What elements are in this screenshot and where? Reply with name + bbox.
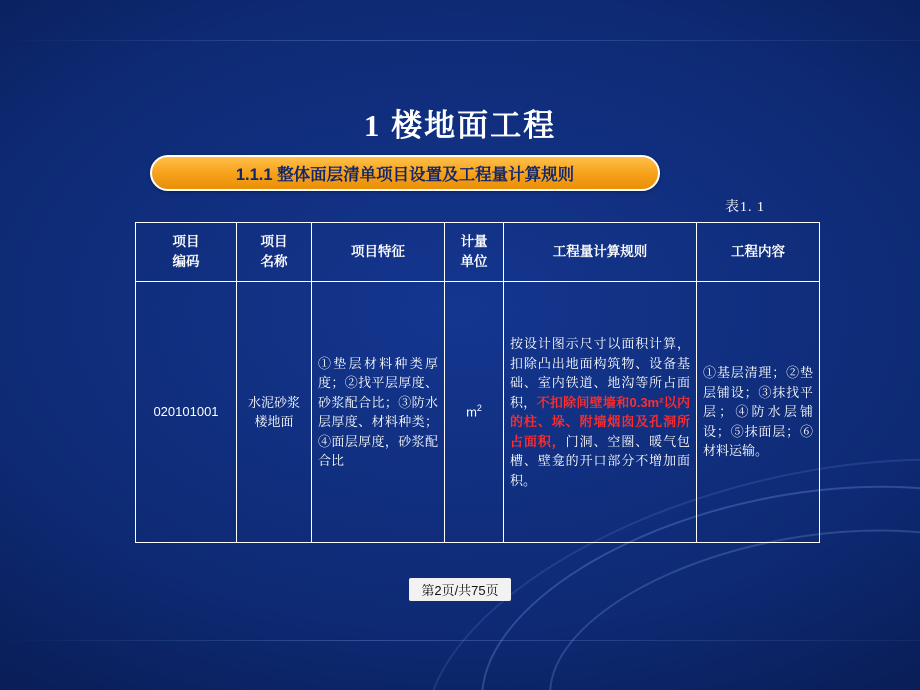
cell-project-name: 水泥砂浆楼地面 bbox=[237, 282, 312, 543]
decorative-line-top bbox=[0, 40, 920, 41]
header-unit bbox=[445, 223, 504, 282]
header-work-content: 工程内容 bbox=[697, 223, 820, 282]
header-project-code-line1: 项目 bbox=[172, 233, 200, 249]
subtitle-container bbox=[150, 155, 660, 191]
header-project-code-line2: 编码 bbox=[172, 254, 200, 269]
section-subtitle: 1.1.1 整体面层清单项目设置及工程量计算规则 bbox=[150, 155, 660, 191]
specification-table bbox=[135, 222, 820, 543]
page-title: 1 楼地面工程 bbox=[363, 108, 557, 143]
rule-text-highlight: 不扣除间壁墙和0.3m²以内的柱、垛、附墙烟囱及孔洞所占面积， bbox=[510, 394, 690, 449]
rule-text-part1: 按设计图示尺寸以面积计算，扣除凸出地面构筑物、设备基础、室内铁道、地沟等所占面积， bbox=[510, 336, 690, 410]
cell-unit bbox=[445, 282, 504, 543]
table-header-row bbox=[136, 223, 820, 282]
rule-text-part2: 门洞、空圈、暖气包槽、壁龛的开口部分不增加面积。 bbox=[510, 433, 690, 488]
cell-project-feature: ①垫层材料种类厚度；②找平层厚度、砂浆配合比；③防水层厚度、材料种类；④面层厚度，砂浆配合比 bbox=[312, 282, 445, 543]
header-project-name-line1: 项目 bbox=[260, 233, 288, 249]
header-unit-line1: 计量 bbox=[460, 233, 488, 249]
header-project-name bbox=[237, 223, 312, 282]
table-row bbox=[136, 282, 820, 543]
header-project-feature: 项目特征 bbox=[312, 223, 445, 282]
header-project-name-line2: 名称 bbox=[260, 254, 288, 269]
decorative-line-bottom bbox=[0, 640, 920, 641]
header-calculation-rule: 工程量计算规则 bbox=[504, 223, 697, 282]
cell-calculation-rule bbox=[504, 282, 697, 543]
cell-work-content: ①基层清理；②垫层铺设；③抹找平层；④防水层铺设；⑤抹面层；⑥材料运输。 bbox=[697, 282, 820, 543]
cell-unit-exponent: 2 bbox=[476, 403, 482, 414]
cell-project-code: 020101001 bbox=[136, 282, 237, 543]
table-caption: 表1. 1 bbox=[725, 200, 765, 215]
cell-unit-value: m bbox=[466, 404, 477, 420]
header-unit-line2: 单位 bbox=[460, 254, 488, 269]
header-project-code bbox=[136, 223, 237, 282]
page-indicator: 第2页/共75页 bbox=[409, 578, 510, 601]
footer bbox=[0, 578, 920, 601]
